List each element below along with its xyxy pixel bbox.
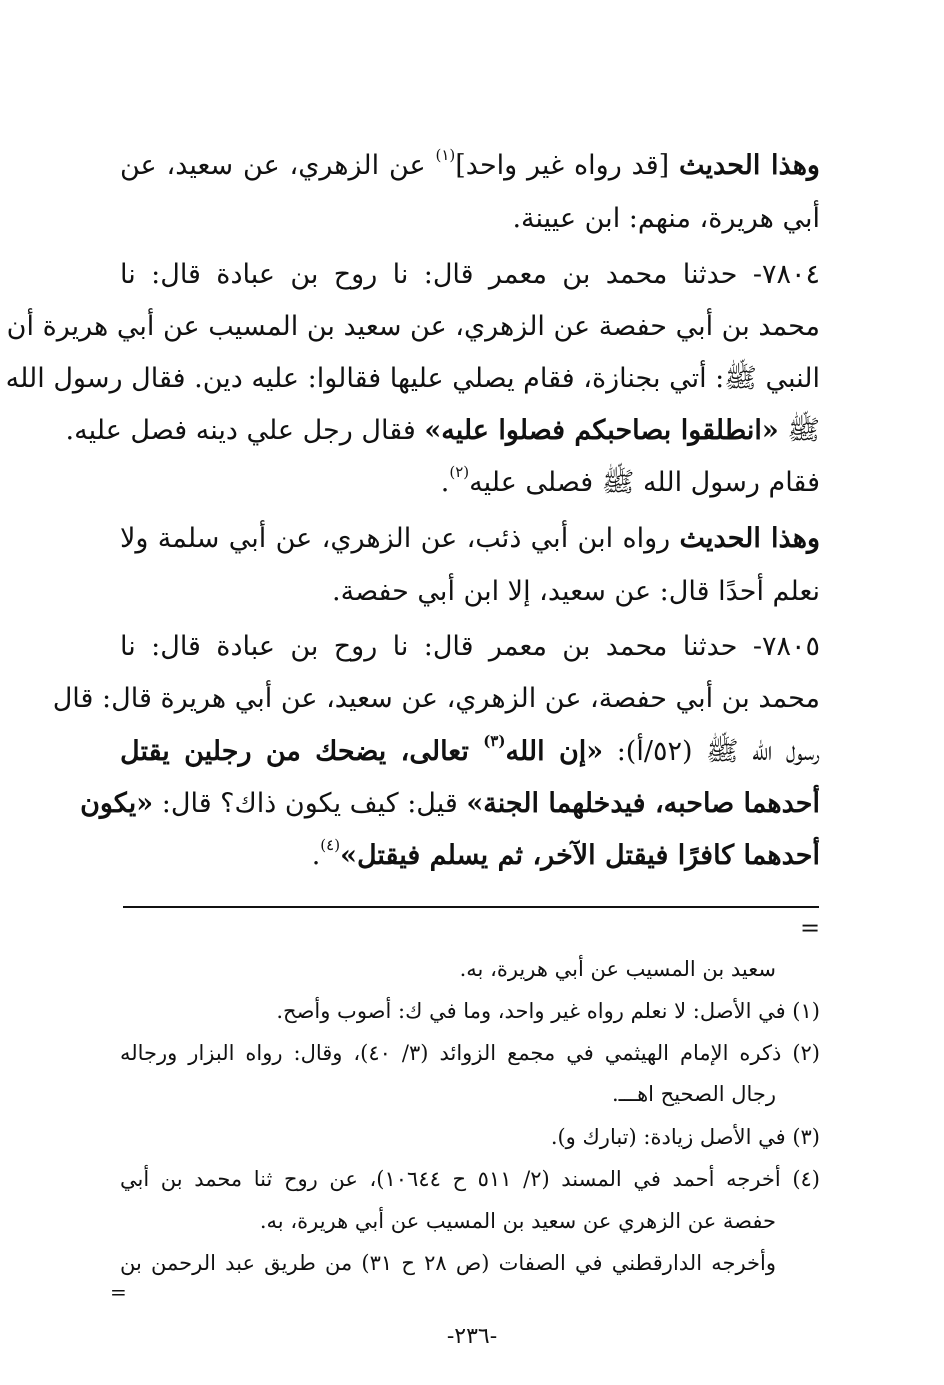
prophetic-quote: تعالى، يضحك من رجلين يقتل: [120, 736, 484, 767]
hadith-line: [120, 732, 820, 772]
continuation-mark: =: [800, 914, 821, 942]
footnote-4-cont: حفصة عن الزهري عن سعيد بن المسيب عن أبي هريرة، به.: [259, 1209, 776, 1233]
footnote-3: (٣) في الأصل زيادة: (تبارك و).: [550, 1125, 820, 1149]
body-text: فقال رجل علي دينه فصل عليه.: [65, 415, 425, 446]
hadith-line: [120, 836, 820, 876]
body-text: رواه ابن أبي ذئب، عن الزهري، عن أبي سلمة ولا: [120, 523, 680, 554]
footnote-4: (٤) أخرجه أحمد في المسند (٢/ ٥١١ ح ١٠٦٤٤)، عن روح ثنا محمد بن أبي: [120, 1167, 820, 1191]
footnote-2-cont: رجال الصحيح اهـــ.: [611, 1082, 776, 1106]
paragraph-line: [120, 519, 820, 559]
body-text: .: [311, 840, 321, 871]
footnote-separator: [123, 906, 819, 908]
prophetic-quote: أحدهما صاحبه، فيدخلهما الجنة»: [466, 788, 820, 819]
paragraph-line: أبي هريرة، منهم: ابن عيينة.: [512, 203, 820, 234]
prophetic-quote: «انطلقوا بصاحبكم فصلوا عليه»: [424, 415, 779, 446]
hadith-line: [120, 463, 820, 503]
hadith-line: محمد بن أبي حفصة عن الزهري، عن سعيد بن المسيب عن أبي هريرة أن: [6, 311, 820, 342]
footnote-ref[interactable]: (٤): [320, 836, 341, 854]
prophetic-quote: «يكون: [80, 788, 154, 819]
body-text: ﷺ: [778, 415, 820, 446]
footnote-ref[interactable]: (١): [435, 146, 456, 164]
hadith-line: النبي ﷺ: أتي بجنازة، فقام يصلي عليها فقالوا: عليه دين. فقال رسول الله: [5, 363, 820, 394]
body-text: رسول الله ﷺ (٥٢/أ):: [603, 736, 821, 767]
paragraph-line: [120, 146, 820, 186]
body-text: .: [440, 467, 450, 498]
footnote-1: (١) في الأصل: لا نعلم رواه غير واحد، وما في ك: أصوب وأصح.: [276, 999, 820, 1023]
hadith-line: [65, 411, 820, 451]
paragraph-line: نعلم أحدًا قال: عن سعيد، إلا ابن أبي حفصة.: [332, 576, 820, 607]
hadith-line: ٧٨٠٤- حدثنا محمد بن معمر قال: نا روح بن عبادة قال: نا: [120, 259, 820, 290]
hadith-line: محمد بن أبي حفصة، عن الزهري، عن سعيد، عن أبي هريرة قال: قال: [52, 683, 820, 714]
body-text: عن الزهري، عن سعيد، عن: [120, 150, 436, 181]
footnote-ref[interactable]: (٣): [483, 732, 506, 750]
footnote-4-cont: وأخرجه الدارقطني في الصفات (ص ٢٨ ح ٣١) من طريق عبد الرحمن بن: [120, 1251, 776, 1275]
footnote-continuation: سعيد بن المسيب عن أبي هريرة، به.: [459, 957, 776, 981]
emphasis-text: وهذا الحديث: [679, 150, 820, 181]
body-text: قيل: كيف يكون ذاك؟ قال:: [153, 788, 467, 819]
footnote-ref[interactable]: (٢): [449, 463, 470, 481]
body-text: [قد رواه غير واحد]: [455, 150, 680, 181]
footnote-2: (٢) ذكره الإمام الهيثمي في مجمع الزوائد (٣/ ٤٠)، وقال: رواه البزار ورجاله: [120, 1041, 820, 1065]
body-text: فقام رسول الله ﷺ فصلى عليه: [469, 467, 820, 498]
hadith-line: [80, 784, 820, 824]
page-number: -٢٣٦-: [446, 1324, 498, 1349]
continuation-mark: =: [110, 1280, 127, 1304]
emphasis-text: وهذا الحديث: [679, 523, 820, 554]
prophetic-quote: «إن الله: [505, 736, 604, 767]
hadith-line: ٧٨٠٥- حدثنا محمد بن معمر قال: نا روح بن عبادة قال: نا: [120, 631, 820, 662]
prophetic-quote: أحدهما كافرًا فيقتل الآخر، ثم يسلم فيقتل»: [340, 840, 820, 871]
